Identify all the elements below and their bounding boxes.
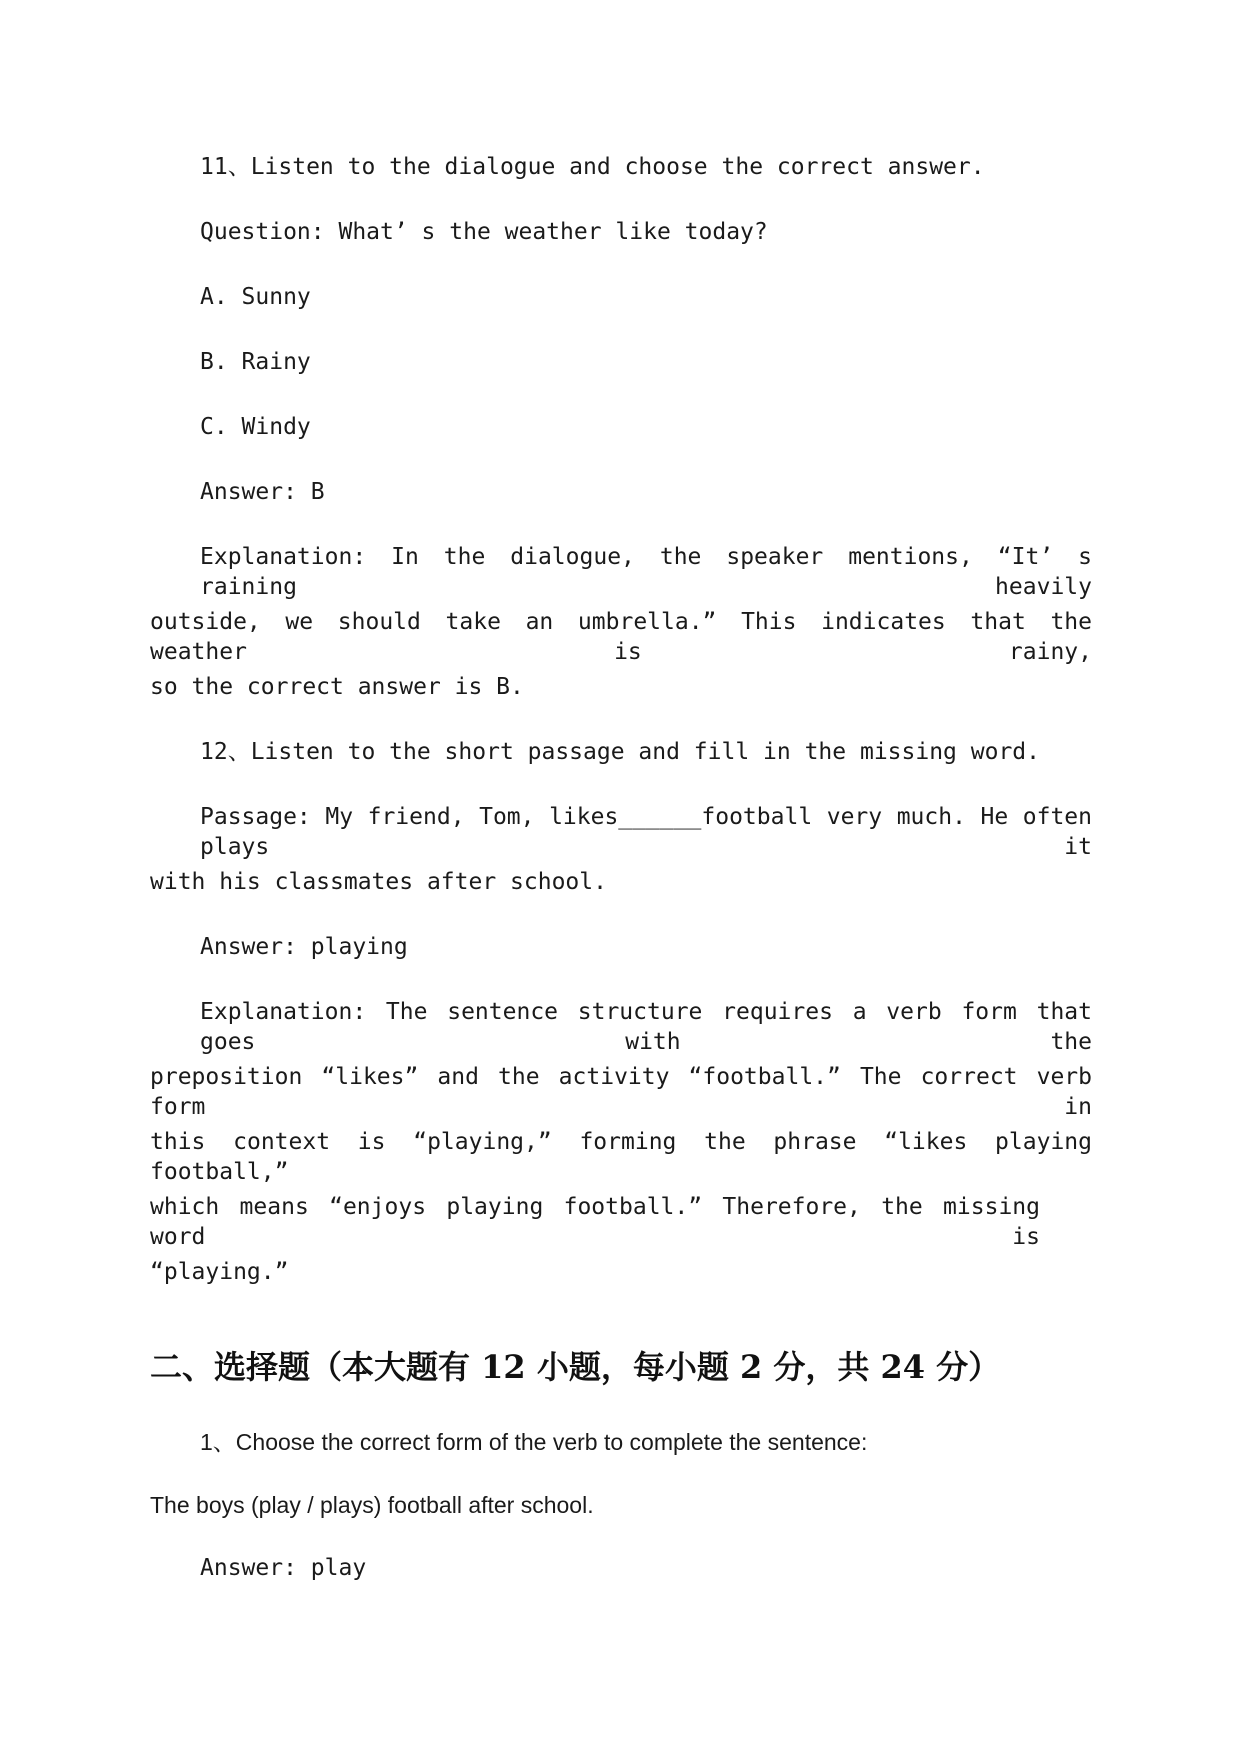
q11-option-c: C. Windy bbox=[200, 414, 311, 440]
q11-question: Question: What’ s the weather like today? bbox=[200, 219, 768, 245]
q11-option-b: B. Rainy bbox=[200, 349, 311, 375]
q12-explanation-line-3: this context is “playing,” forming the phrase “likes playing football,” bbox=[150, 1129, 1092, 1185]
q11-option-a: A. Sunny bbox=[200, 284, 311, 310]
q11-prompt: 11、Listen to the dialogue and choose the correct answer. bbox=[200, 154, 985, 180]
q12-passage-line-2: with his classmates after school. bbox=[150, 869, 607, 895]
q12-explanation-line-5: “playing.” bbox=[150, 1259, 289, 1285]
q12-prompt: 12、Listen to the short passage and fill in the missing word. bbox=[200, 739, 1040, 765]
q11-explanation-line-3: so the correct answer is B. bbox=[150, 674, 524, 700]
s2q1-sentence: The boys (play / plays) football after school. bbox=[150, 1492, 594, 1518]
q12-explanation-line-1: Explanation: The sentence structure requires a verb form that goes with the bbox=[200, 999, 1092, 1055]
s2q1-prompt: 1、Choose the correct form of the verb to complete the sentence: bbox=[200, 1429, 868, 1455]
s2q1-answer: Answer: play bbox=[200, 1555, 367, 1581]
section-heading: 二、选择题（本大题有 12 小题，每小题 2 分，共 24 分） bbox=[150, 1348, 1001, 1386]
q11-answer: Answer: B bbox=[200, 479, 325, 505]
q12-explanation-line-4: which means “enjoys playing football.” Therefore, the missing word is bbox=[150, 1194, 1040, 1250]
q11-explanation-line-1: Explanation: In the dialogue, the speaker mentions, “It’ s raining heavily bbox=[200, 544, 1092, 600]
q11-explanation-line-2: outside, we should take an umbrella.” This indicates that the weather is rainy, bbox=[150, 609, 1092, 665]
q12-answer: Answer: playing bbox=[200, 934, 408, 960]
q12-explanation-line-2: preposition “likes” and the activity “football.” The correct verb form in bbox=[150, 1064, 1092, 1120]
q12-passage-line-1: Passage: My friend, Tom, likes______football very much. He often plays it bbox=[200, 804, 1092, 860]
